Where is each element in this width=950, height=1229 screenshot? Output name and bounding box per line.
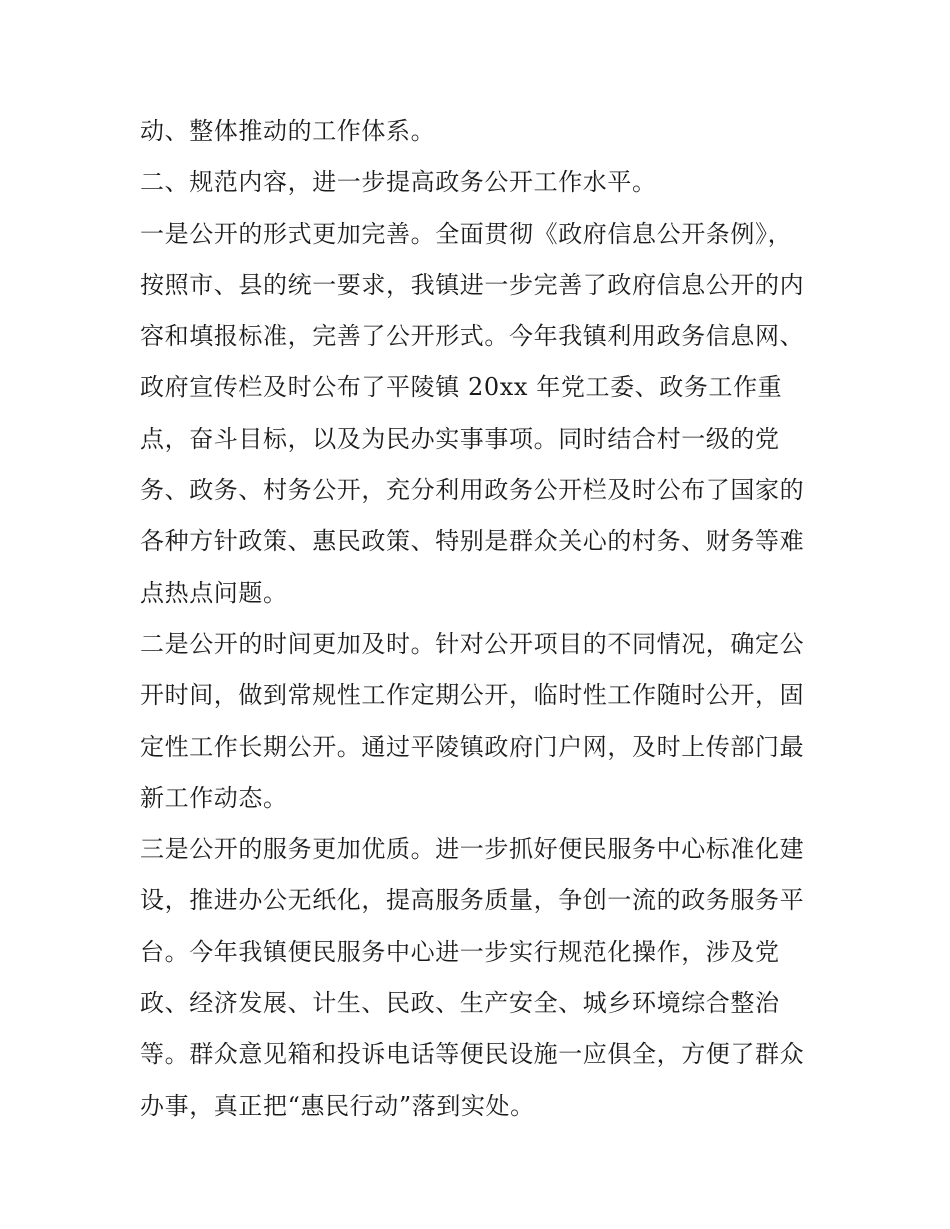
- text-line: 政、经济发展、计生、民政、生产安全、城乡环境综合整治: [140, 989, 780, 1018]
- section-heading: 二、规范内容，进一步提高政务公开工作水平。: [140, 168, 657, 197]
- text-line: 等。群众意见箱和投诉电话等便民设施一应俱全，方便了群众: [140, 1040, 805, 1069]
- text-line: 各种方针政策、惠民政策、特别是群众关心的村务、财务等难: [140, 527, 805, 556]
- text-line: 定性工作长期公开。通过平陵镇政府门户网，及时上传部门最: [140, 732, 805, 761]
- text-line: 政府宣传栏及时公布了平陵镇 20xx 年党工委、政务工作重: [140, 373, 783, 402]
- text-line: 二是公开的时间更加及时。针对公开项目的不同情况，确定公: [140, 629, 805, 658]
- text-line: 一是公开的形式更加完善。全面贯彻《政府信息公开条例》，: [140, 219, 793, 248]
- text-line: 按照市、县的统一要求，我镇进一步完善了政府信息公开的内: [140, 270, 805, 299]
- text-line: 台。今年我镇便民服务中心进一步实行规范化操作，涉及党: [140, 937, 780, 966]
- text-line: 新工作动态。: [140, 783, 288, 812]
- text-line: 三是公开的服务更加优质。进一步抓好便民服务中心标准化建: [140, 835, 805, 864]
- text-line: 办事，真正把“惠民行动”落到实处。: [140, 1091, 535, 1120]
- text-line: 务、政务、村务公开，充分利用政务公开栏及时公布了国家的: [140, 476, 805, 505]
- text-line: 设，推进办公无纸化，提高服务质量，争创一流的政务服务平: [140, 886, 805, 915]
- document-body: [140, 106, 820, 1132]
- text-line: 动、整体推动的工作体系。: [140, 117, 436, 145]
- text-line: 容和填报标准，完善了公开形式。今年我镇利用政务信息网、: [140, 322, 805, 351]
- text-line: 开时间，做到常规性工作定期公开，临时性工作随时公开，固: [140, 681, 805, 710]
- text-line: 点，奋斗目标，以及为民办实事事项。同时结合村一级的党: [140, 424, 780, 453]
- text-line: 点热点问题。: [140, 578, 288, 607]
